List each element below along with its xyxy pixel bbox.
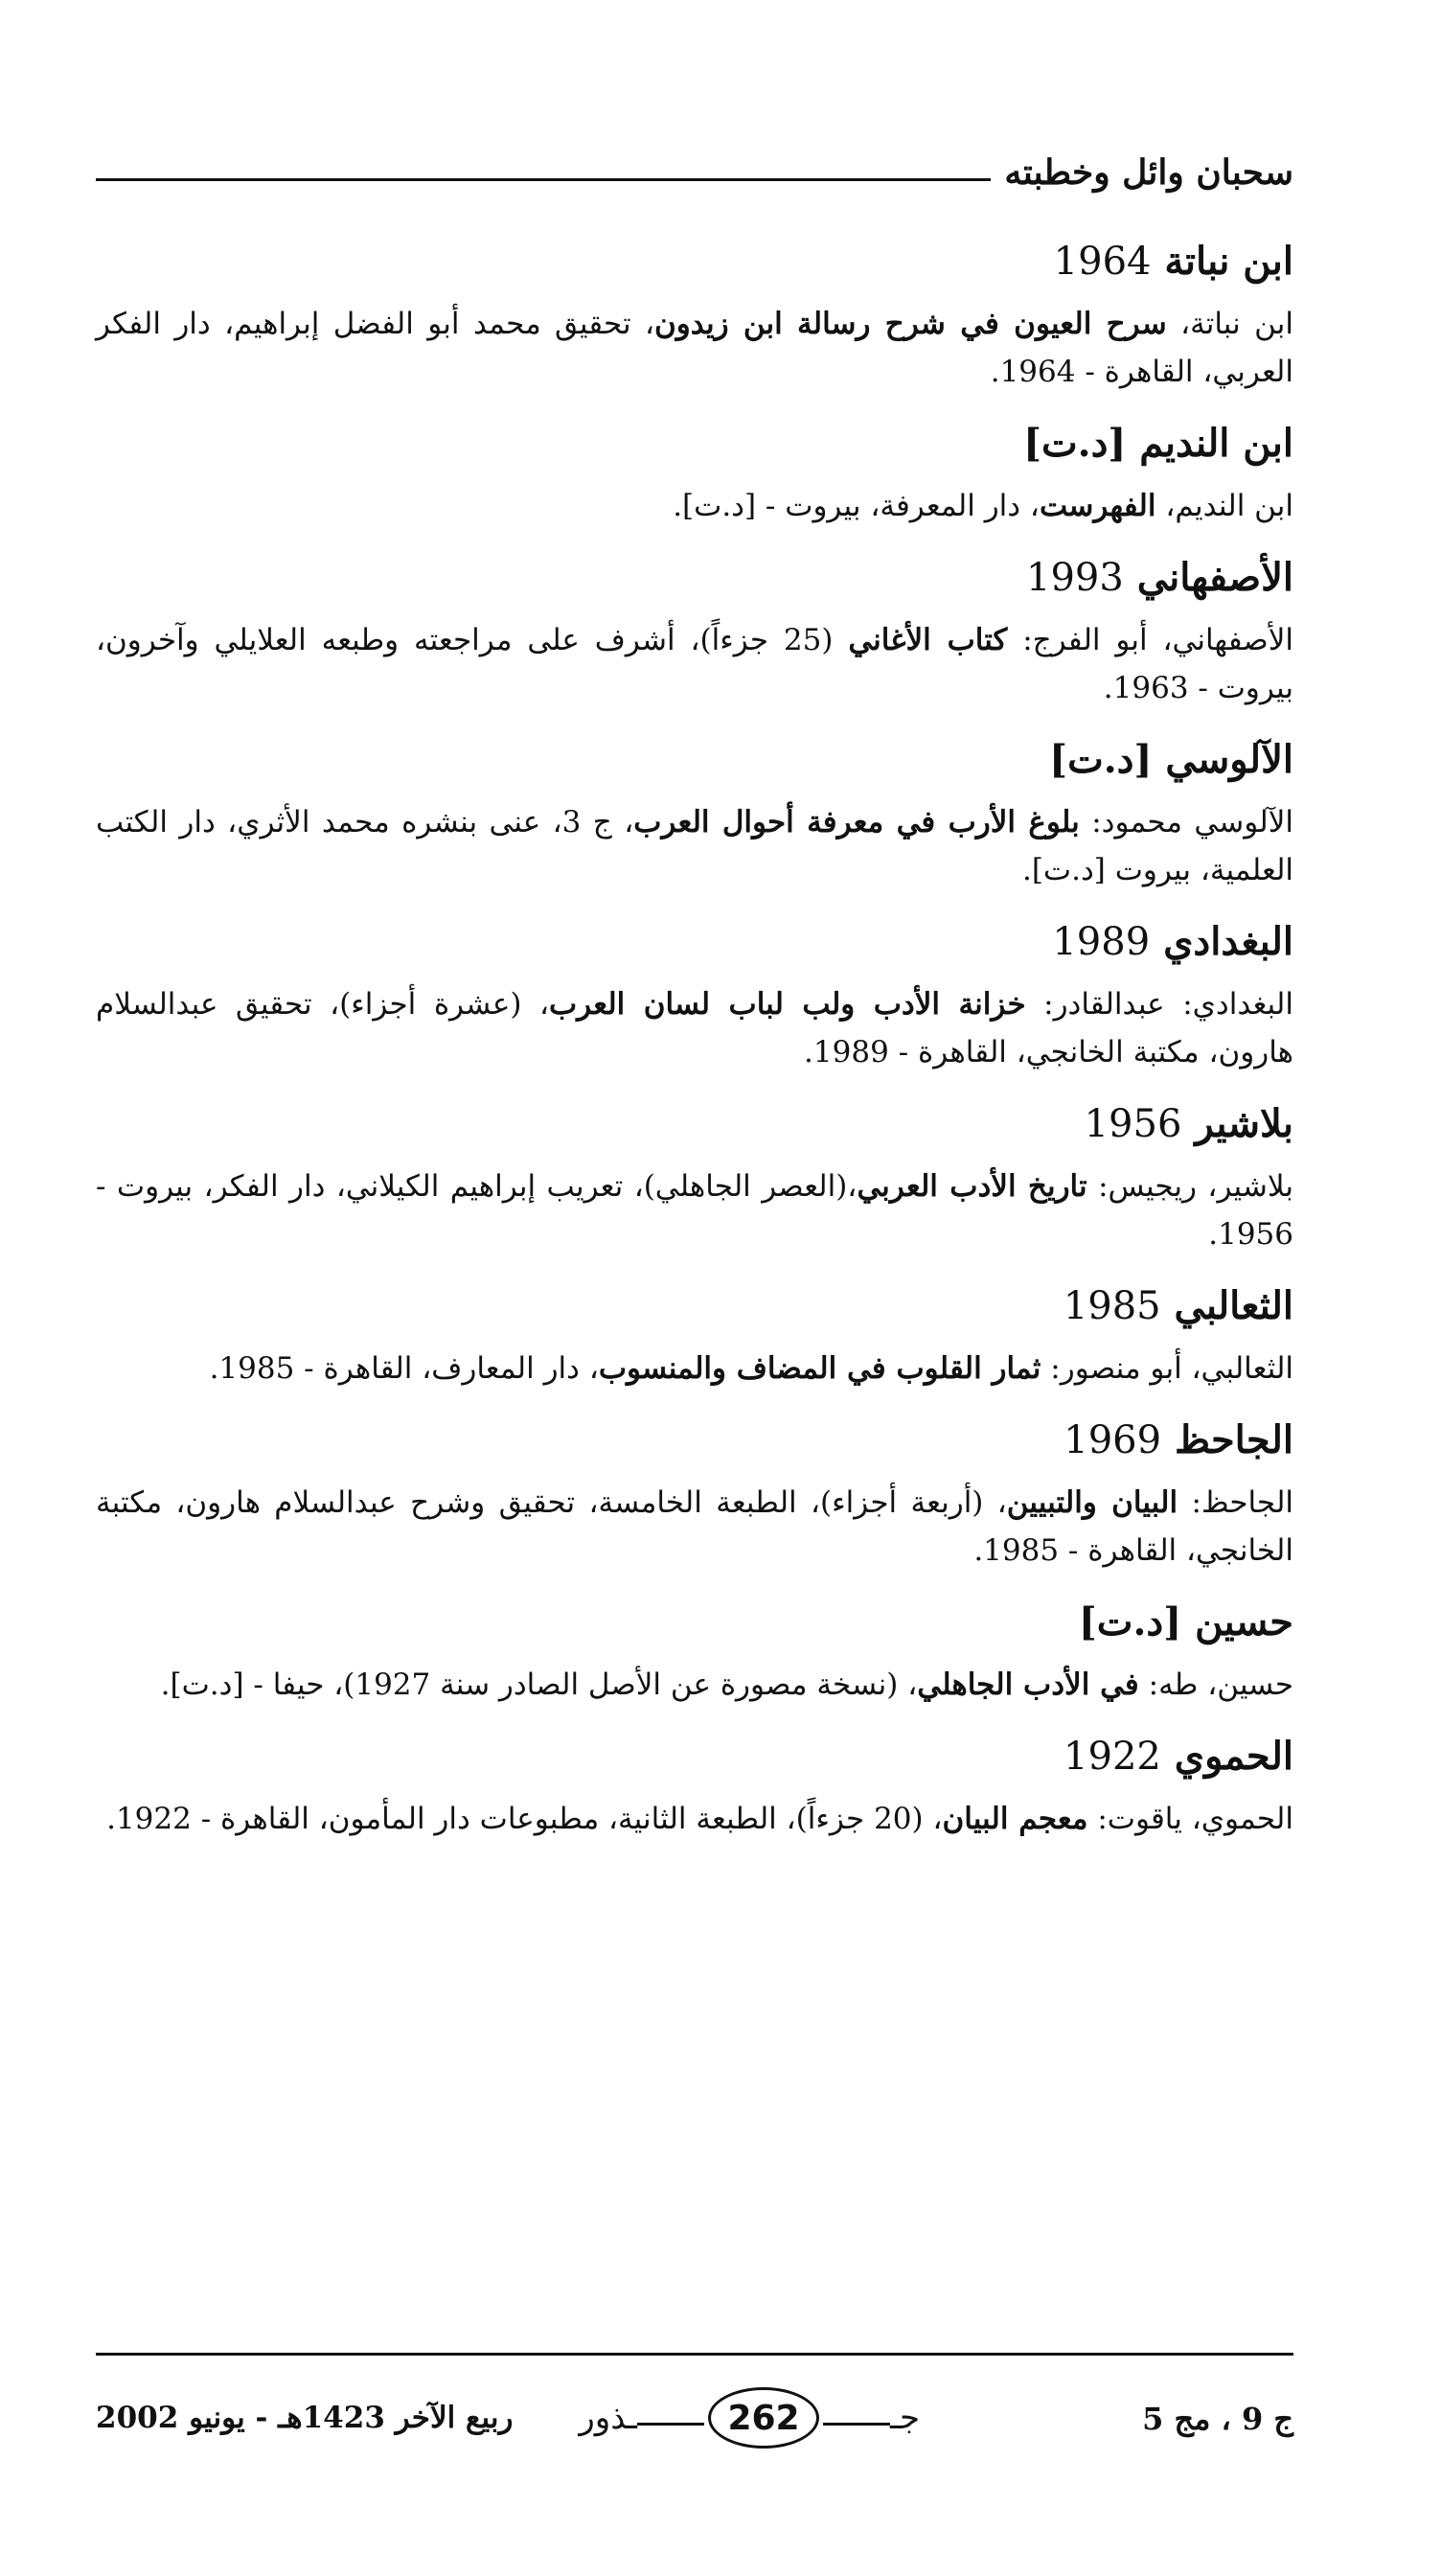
citation-text: حسين، طه: (1138, 1668, 1293, 1702)
citation-title: سرح العيون في شرح رسالة ابن زيدون (653, 307, 1167, 341)
citation-title: كتاب الأغاني (848, 623, 1008, 657)
bibliography-entry (96, 915, 1293, 1076)
entry-year: 1956 (1084, 1102, 1182, 1146)
journal-name-line (637, 2423, 704, 2426)
citation-text: الجاحظ: (1178, 1485, 1293, 1520)
entry-heading (96, 235, 1293, 288)
citation-text: ، دار المعارف، القاهرة - 1985. (209, 1351, 599, 1386)
entry-citation (96, 482, 1293, 530)
running-header-title: سحبان وائل وخطبته (1004, 152, 1293, 193)
bibliography-list (96, 235, 1293, 1864)
entry-year: 1969 (1064, 1418, 1162, 1462)
running-header (96, 144, 1293, 201)
entry-citation (96, 980, 1293, 1076)
journal-name-end: ـذور (579, 2399, 638, 2437)
entry-heading (96, 1279, 1293, 1333)
entry-author: الحموي (1174, 1734, 1293, 1779)
page-footer (96, 2381, 1293, 2468)
citation-text: ، (نسخة مصورة عن الأصل الصادر سنة 1927)، حيفا - [د.ت]. (160, 1668, 918, 1702)
citation-text: ، (عشرة أجزاء)، تحقيق عبدالسلام هارون، مكتبة الخانجي، القاهرة - 1989. (96, 987, 1293, 1070)
citation-text: الثعالبي، أبو منصور: (1041, 1351, 1293, 1386)
citation-text: ، (20 جزءاً)، الطبعة الثانية، مطبوعات دار المأمون، القاهرة - 1922. (106, 1802, 943, 1836)
citation-text: (25 جزءاً)، أشرف على مراجعته وطبعه العلايلي وآخرون، بيروت - 1963. (96, 623, 1293, 705)
citation-text: الحموي، ياقوت: (1087, 1802, 1293, 1836)
entry-year: [د.ت] (1049, 737, 1153, 782)
entry-citation (96, 1162, 1293, 1258)
entry-author: الثعالبي (1174, 1283, 1293, 1328)
entry-citation (96, 616, 1293, 712)
footer-rule (96, 2353, 1293, 2356)
entry-year: 1993 (1026, 556, 1124, 600)
entry-citation (96, 1345, 1293, 1392)
entry-heading (96, 1414, 1293, 1467)
entry-author: الآلوسي (1165, 737, 1293, 782)
entry-author: حسين (1195, 1599, 1293, 1644)
citation-title: بلوغ الأرب في معرفة أحوال العرب (633, 805, 1080, 840)
entry-heading (96, 733, 1293, 787)
journal-name-line (823, 2423, 890, 2426)
entry-heading (96, 1730, 1293, 1783)
page-number-badge: 262 (708, 2387, 819, 2449)
bibliography-entry (96, 551, 1293, 712)
entry-citation (96, 1661, 1293, 1709)
citation-title: في الأدب الجاهلي (917, 1668, 1139, 1702)
citation-text: ، ج 3، عنى بنشره محمد الأثري، دار الكتب العلمية، بيروت [د.ت]. (96, 805, 1293, 887)
document-page (96, 144, 1293, 2492)
citation-text: ، تحقيق محمد أبو الفضل إبراهيم، دار الفكر العربي، القاهرة - 1964. (96, 307, 1293, 389)
citation-title: معجم البيان (942, 1802, 1088, 1836)
bibliography-entry (96, 1730, 1293, 1843)
citation-text: ، (أربعة أجزاء)، الطبعة الخامسة، تحقيق وشرح عبدالسلام هارون، مكتبة الخانجي، القاهرة - 1985. (96, 1485, 1293, 1568)
citation-title: البيان والتبيين (1006, 1485, 1178, 1520)
citation-title: الفهرست (1039, 489, 1156, 523)
bibliography-entry (96, 733, 1293, 894)
entry-year: 1922 (1064, 1735, 1161, 1779)
issue-date: ربيع الآخر 1423هـ - يونيو 2002 (96, 2401, 514, 2435)
citation-title: تاريخ الأدب العربي (857, 1169, 1087, 1204)
citation-text: ،(العصر الجاهلي)، تعريب إبراهيم الكيلاني، دار الفكر، بيروت - 1956. (96, 1169, 1293, 1252)
entry-heading (96, 551, 1293, 605)
header-rule (96, 178, 991, 181)
citation-text: الأصفهاني، أبو الفرج: (1007, 623, 1294, 657)
entry-author: البغدادي (1163, 919, 1293, 964)
bibliography-entry (96, 417, 1293, 530)
entry-author: الجاحظ (1174, 1417, 1293, 1462)
bibliography-entry (96, 1414, 1293, 1575)
citation-text: الآلوسي محمود: (1079, 805, 1293, 840)
journal-name-start: جـ (890, 2399, 920, 2437)
bibliography-entry (96, 1596, 1293, 1709)
entry-citation (96, 1795, 1293, 1843)
entry-year: 1964 (1053, 240, 1152, 284)
entry-heading (96, 1097, 1293, 1151)
citation-title: خزانة الأدب ولب لباب لسان العرب (548, 987, 1026, 1022)
citation-text: ، دار المعرفة، بيروت - [د.ت]. (673, 489, 1040, 523)
entry-year: 1985 (1063, 1284, 1161, 1328)
citation-text: ابن نباتة، (1166, 307, 1294, 341)
citation-title: ثمار القلوب في المضاف والمنسوب (598, 1351, 1041, 1386)
bibliography-entry (96, 1279, 1293, 1392)
bibliography-entry (96, 235, 1293, 396)
citation-text: البغدادي: عبدالقادر: (1025, 987, 1293, 1022)
entry-year: [د.ت] (1078, 1599, 1182, 1644)
bibliography-entry (96, 1097, 1293, 1258)
entry-heading (96, 915, 1293, 969)
entry-author: ابن نباتة (1164, 239, 1293, 284)
volume-info: ج 9 ، مج 5 (1142, 2401, 1293, 2437)
entry-year: 1989 (1052, 920, 1151, 964)
entry-author: ابن النديم (1139, 421, 1293, 466)
entry-citation (96, 1479, 1293, 1575)
entry-heading (96, 417, 1293, 471)
entry-citation (96, 300, 1293, 396)
citation-text: ابن النديم، (1155, 489, 1293, 523)
entry-heading (96, 1596, 1293, 1649)
journal-name (579, 2387, 920, 2449)
entry-year: [د.ت] (1023, 421, 1127, 466)
citation-text: بلاشير، ريجيس: (1086, 1169, 1293, 1204)
entry-author: الأصفهاني (1136, 555, 1293, 600)
entry-author: بلاشير (1195, 1101, 1293, 1146)
entry-citation (96, 798, 1293, 894)
